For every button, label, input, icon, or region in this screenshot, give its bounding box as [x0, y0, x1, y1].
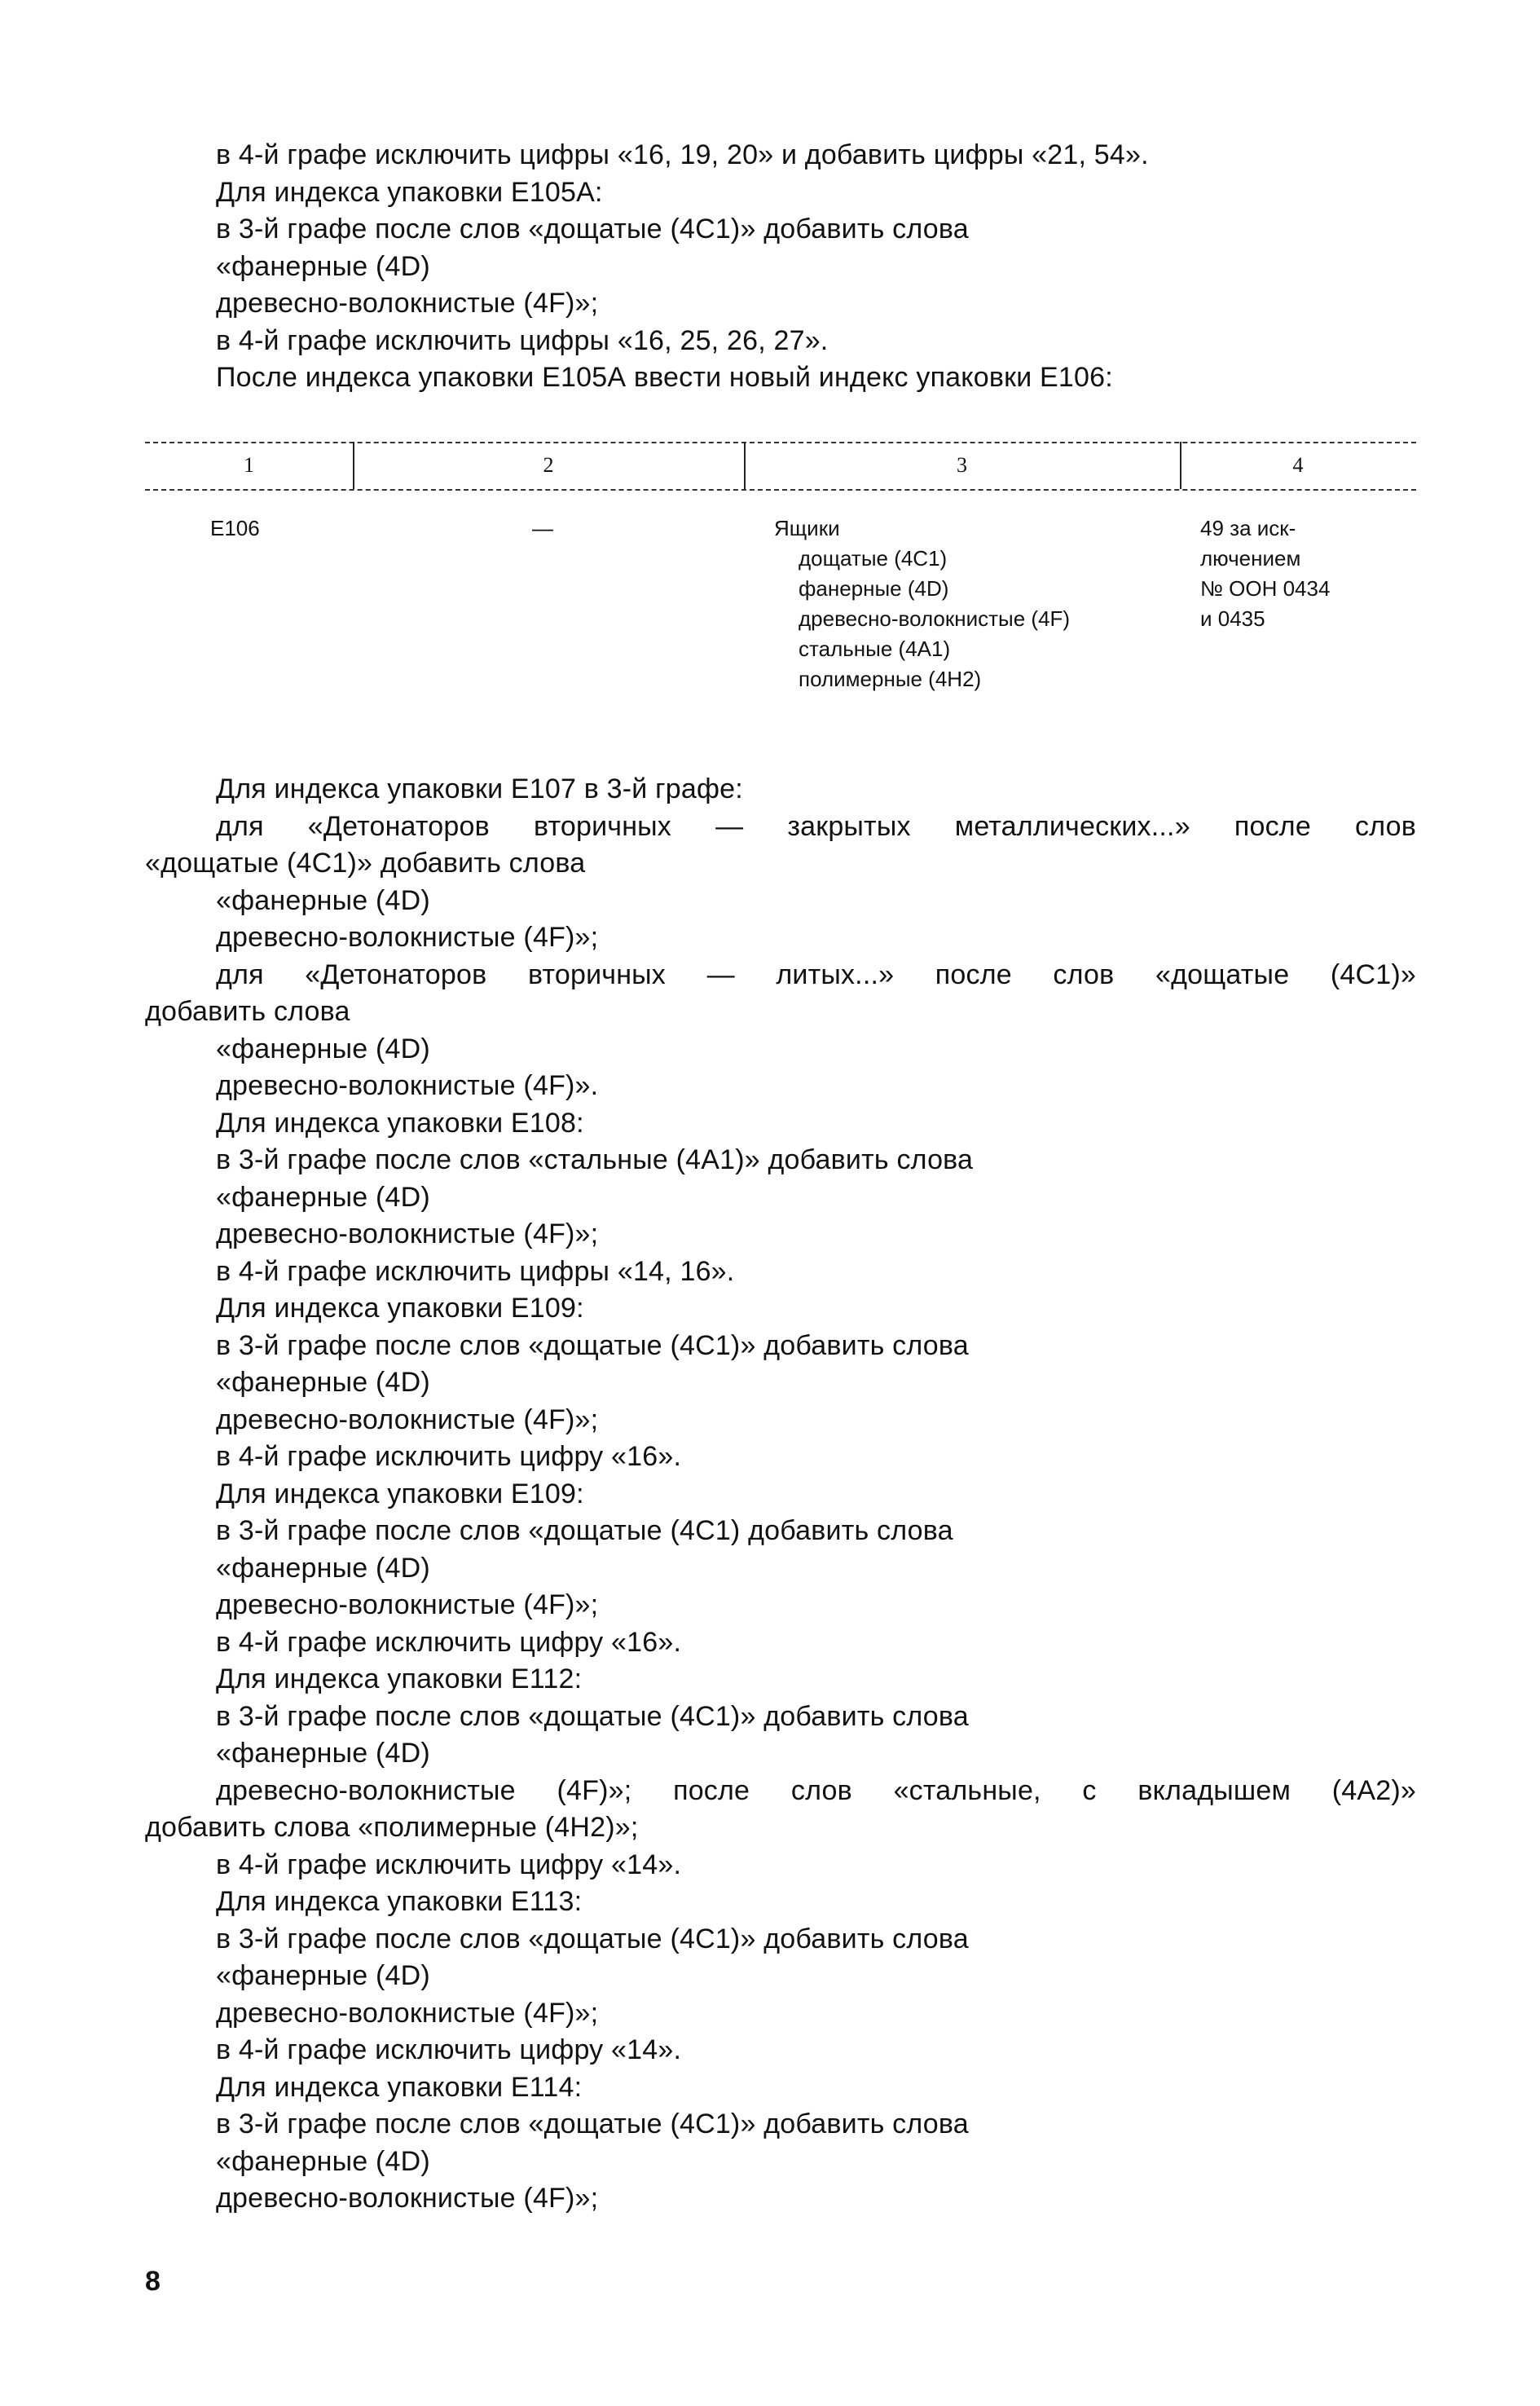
packaging-item: фанерные (4D): [799, 576, 949, 601]
table-header-rule: [145, 489, 1416, 491]
text-line: Для индекса упаковки Е109:: [216, 1293, 584, 1324]
column-header-1: 1: [244, 453, 254, 477]
table-cell-un-number: —: [532, 516, 553, 540]
text-line: в 4-й графе исключить цифру «14».: [216, 2034, 682, 2065]
packaging-item: дощатые (4С1): [799, 546, 948, 571]
text-line: в 4-й графе исключить цифру «14».: [216, 1849, 682, 1880]
packaging-index-table: [145, 432, 1416, 709]
text-line: древесно-волокнистые (4F)»; после слов «стальные, с вкладышем (4А2)»: [216, 1774, 1416, 1806]
text-line: в 3-й графе после слов «стальные (4А1)» добавить слова: [216, 1144, 974, 1175]
table-cell-special-provisions: [1200, 513, 1330, 634]
page-number: 8: [145, 2266, 161, 2297]
text-line: «фанерные (4D): [216, 884, 430, 916]
text-line: древесно-волокнистые (4F)»;: [216, 1404, 599, 1435]
column-header-2: 2: [543, 453, 554, 477]
text-line: древесно-волокнистые (4F)»;: [216, 288, 599, 319]
text-line: в 4-й графе исключить цифру «16».: [216, 1441, 682, 1472]
text-line: Для индекса упаковки Е108:: [216, 1107, 584, 1139]
text-line: древесно-волокнистые (4F)»;: [216, 2183, 599, 2214]
text-line: в 3-й графе после слов «дощатые (4С1)» добавить слова: [216, 1329, 969, 1361]
main-text-block: [145, 771, 1416, 2218]
top-text-block: [145, 137, 1416, 397]
text-line: «фанерные (4D): [216, 2145, 430, 2177]
text-line: древесно-волокнистые (4F)».: [216, 1070, 599, 1101]
text-line: для «Детонаторов вторичных — закрытых металлических...» после слов: [216, 810, 1416, 842]
text-line: в 4-й графе исключить цифры «14, 16».: [216, 1255, 735, 1287]
text-line: Для индекса упаковки Е114:: [216, 2071, 583, 2103]
text-line: для «Детонаторов вторичных — литых...» после слов «дощатые (4С1)»: [216, 958, 1416, 990]
text-line: в 3-й графе после слов «дощатые (4С1)» добавить слова: [216, 2109, 969, 2139]
text-line: добавить слова: [145, 996, 350, 1027]
packaging-item: полимерные (4Н2): [799, 667, 982, 691]
text-line: «фанерные (4D): [216, 1552, 430, 1584]
text-line: в 4-й графе исключить цифры «16, 19, 20» и добавить цифры «21, 54».: [216, 139, 1149, 170]
text-line: Для индекса упаковки Е112:: [216, 1663, 583, 1694]
text-line: древесно-волокнистые (4F)»;: [216, 1589, 599, 1620]
text-line: древесно-волокнистые (4F)»;: [216, 1218, 599, 1249]
table-cell-index: Е106: [210, 516, 260, 540]
table-top-rule: [145, 442, 1416, 443]
text-line: Для индекса упаковки Е105А:: [216, 176, 603, 208]
text-line: После индекса упаковки Е105А ввести новый индекс упаковки Е106:: [216, 362, 1113, 393]
text-line: «фанерные (4D): [216, 1367, 430, 1398]
text-line: в 3-й графе после слов «дощатые (4С1) добавить слова: [216, 1515, 953, 1546]
text-line: древесно-волокнистые (4F)»;: [216, 1997, 599, 2029]
text-line: «фанерные (4D): [216, 1033, 430, 1064]
text-line: «фанерные (4D): [216, 1960, 430, 1991]
text-line: «дощатые (4С1)» добавить слова: [145, 848, 586, 879]
text-line: «фанерные (4D): [216, 250, 430, 282]
packaging-item: стальные (4А1): [799, 637, 951, 661]
table-cell-packagings: [774, 513, 1070, 694]
text-line: добавить слова «полимерные (4Н2)»;: [145, 1812, 639, 1843]
text-line: Для индекса упаковки Е113:: [216, 1886, 583, 1917]
provision-line: № ООН 0434: [1200, 576, 1331, 601]
column-header-4: 4: [1292, 453, 1304, 477]
provision-line: лючением: [1200, 546, 1301, 571]
packaging-title: Ящики: [774, 516, 840, 540]
text-line: в 4-й графе исключить цифру «16».: [216, 1626, 682, 1658]
text-line: Для индекса упаковки Е107 в 3-й графе:: [216, 773, 743, 804]
text-line: в 3-й графе после слов «дощатые (4С1)» добавить слова: [216, 1923, 969, 1954]
text-line: в 3-й графе после слов «дощатые (4С1)» добавить слова: [216, 1700, 969, 1732]
provision-line: и 0435: [1200, 606, 1265, 631]
text-line: «фанерные (4D): [216, 1738, 430, 1769]
text-line: в 4-й графе исключить цифры «16, 25, 26, 27».: [216, 324, 829, 356]
text-line: древесно-волокнистые (4F)»;: [216, 922, 599, 953]
text-line: «фанерные (4D): [216, 1181, 430, 1213]
packaging-item: древесно-волокнистые (4F): [799, 606, 1071, 631]
text-line: в 3-й графе после слов «дощатые (4С1)» добавить слова: [216, 214, 969, 245]
text-line: Для индекса упаковки Е109:: [216, 1478, 584, 1509]
provision-line: 49 за иск-: [1200, 516, 1296, 540]
column-header-3: 3: [957, 453, 967, 477]
